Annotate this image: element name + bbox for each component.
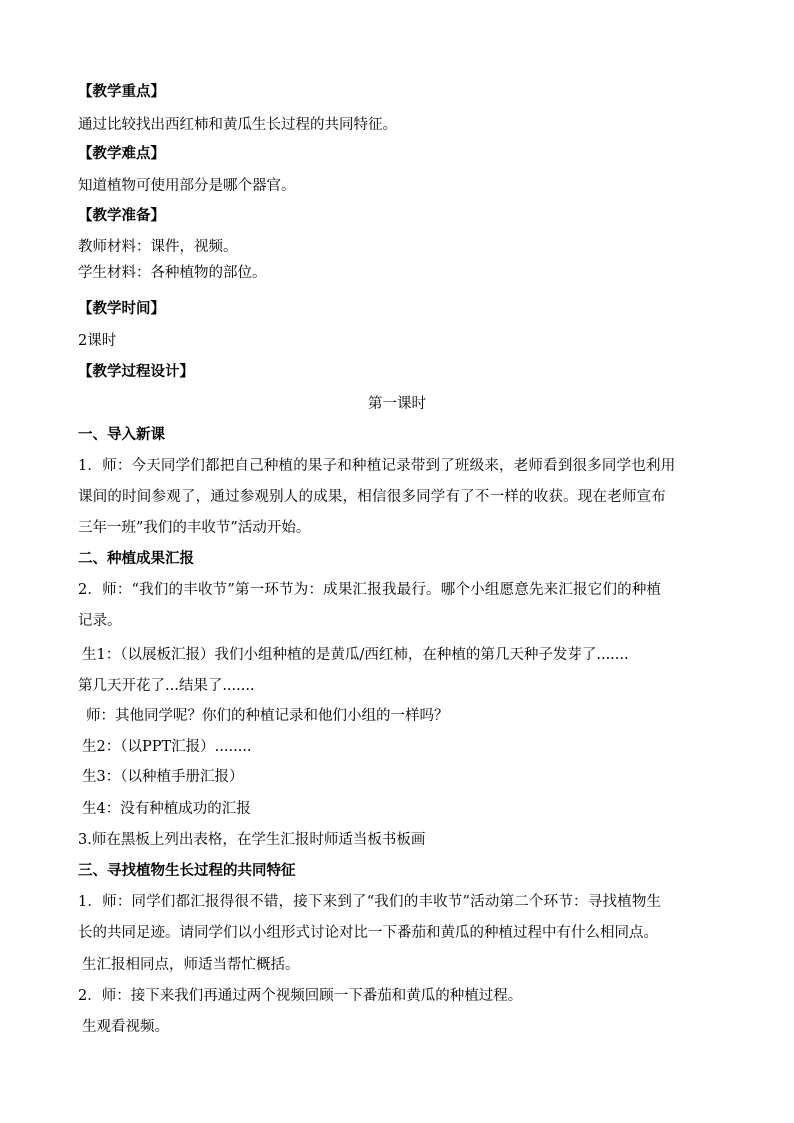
part2-line: 生2：（以PPT汇报）........ xyxy=(82,739,252,755)
part3-line: 1．师：同学们都汇报得很不错，接下来到了“我们的丰收节”活动第二个环节：寻找植物生 xyxy=(78,894,662,910)
prep-heading: 【教学准备】 xyxy=(78,207,165,224)
difficulty-heading: 【教学难点】 xyxy=(78,145,165,162)
part3-line: 生汇报相同点，师适当帮忙概括。 xyxy=(82,957,300,973)
part1-heading: 一、导入新课 xyxy=(78,426,165,443)
time-text: 2课时 xyxy=(78,333,117,349)
part2-line: 生3：（以种植手册汇报） xyxy=(82,769,244,785)
part3-line: 长的共同足迹。请同学们以小组形式讨论对比一下番茄和黄瓜的种植过程中有什么相同点。 xyxy=(78,925,658,941)
part2-line: 生4：没有种植成功的汇报 xyxy=(82,801,251,817)
process-heading: 【教学过程设计】 xyxy=(78,363,194,380)
part1-line: 三年一班”我们的丰收节”活动开始。 xyxy=(78,520,311,536)
part2-line: 第几天开花了...结果了....... xyxy=(78,678,255,694)
part3-line: 生观看视频。 xyxy=(82,1019,169,1035)
part2-line: 3.师在黑板上列出表格，在学生汇报时师适当板书板画 xyxy=(78,832,426,848)
time-heading: 【教学时间】 xyxy=(78,300,165,317)
part2-line: 2．师：“我们的丰收节”第一环节为：成果汇报我最行。哪个小组愿意先来汇报它们的种植 xyxy=(78,582,662,598)
part2-line: 师：其他同学呢？你们的种植记录和他们小组的一样吗？ xyxy=(86,708,449,724)
part3-line: 2．师：接下来我们再通过两个视频回顾一下番茄和黄瓜的种植过程。 xyxy=(78,988,523,1004)
prep-teacher-text: 教师材料：课件，视频。 xyxy=(78,239,238,255)
part3-heading: 三、寻找植物生长过程的共同特征 xyxy=(78,862,296,879)
focus-heading: 【教学重点】 xyxy=(78,83,165,100)
part2-heading: 二、种植成果汇报 xyxy=(78,550,194,567)
part2-line: 生1：（以展板汇报）我们小组种植的是黄瓜/西红柿，在种植的第几天种子发芽了....... xyxy=(82,647,629,663)
part1-line: 1．师：今天同学们都把自己种植的果子和种植记录带到了班级来，老师看到很多同学也利用 xyxy=(78,458,676,474)
lesson-title: 第一课时 xyxy=(368,396,426,412)
difficulty-text: 知道植物可使用部分是哪个器官。 xyxy=(78,178,296,194)
part1-line: 课间的时间参观了，通过参观别人的成果，相信很多同学有了不一样的收获。现在老师宣布 xyxy=(78,489,666,505)
part2-line: 记录。 xyxy=(78,613,122,629)
prep-student-text: 学生材料：各种植物的部位。 xyxy=(78,265,267,281)
focus-text: 通过比较找出西红柿和黄瓜生长过程的共同特征。 xyxy=(78,117,397,133)
